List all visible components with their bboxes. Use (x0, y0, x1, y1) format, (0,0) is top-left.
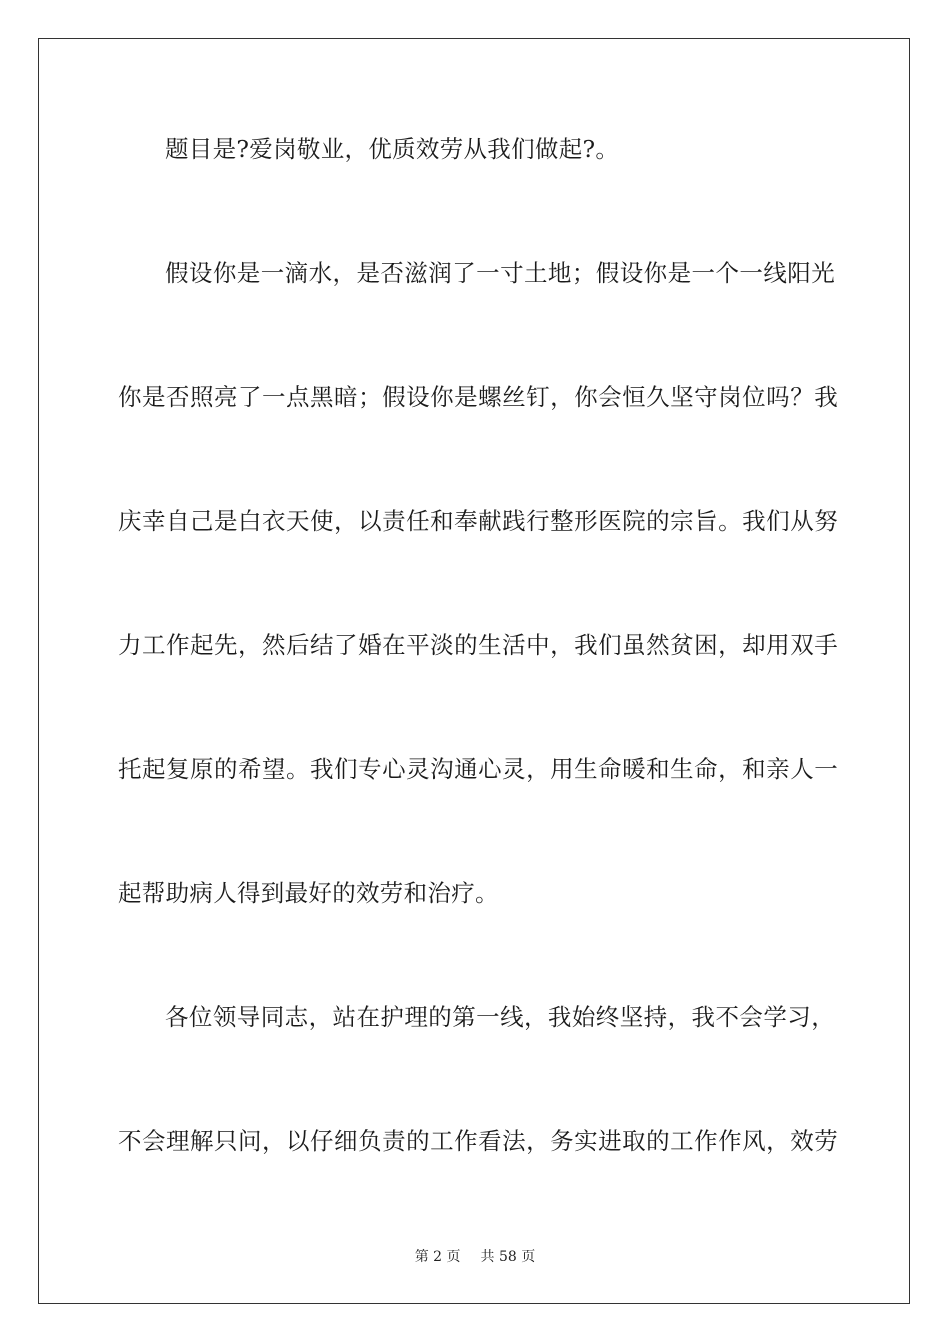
paragraph-line-3: 你是否照亮了一点黑暗；假设你是螺丝钉，你会恒久坚守岗位吗？我 (118, 383, 838, 411)
page-footer (0, 1246, 950, 1266)
paragraph-line-2: 假设你是一滴水，是否滋润了一寸土地；假设你是一个一线阳光 (165, 259, 835, 287)
paragraph-line-1: 题目是?爱岗敬业，优质效劳从我们做起?。 (165, 135, 620, 163)
page-number: 第 2 页 (414, 1249, 461, 1265)
paragraph-line-9: 不会理解只问，以仔细负责的工作看法，务实进取的工作作风，效劳 (118, 1127, 838, 1155)
paragraph-line-4: 庆幸自己是白衣天使，以责任和奉献践行整形医院的宗旨。我们从努 (118, 507, 838, 535)
page-border (38, 38, 910, 1304)
paragraph-line-8: 各位领导同志，站在护理的第一线，我始终坚持，我不会学习， (165, 1003, 835, 1031)
paragraph-line-5: 力工作起先，然后结了婚在平淡的生活中，我们虽然贫困，却用双手 (118, 631, 838, 659)
paragraph-line-6: 托起复原的希望。我们专心灵沟通心灵，用生命暖和生命，和亲人一 (118, 755, 838, 783)
page-total: 共 58 页 (480, 1249, 536, 1265)
paragraph-line-7: 起帮助病人得到最好的效劳和治疗。 (118, 879, 499, 907)
